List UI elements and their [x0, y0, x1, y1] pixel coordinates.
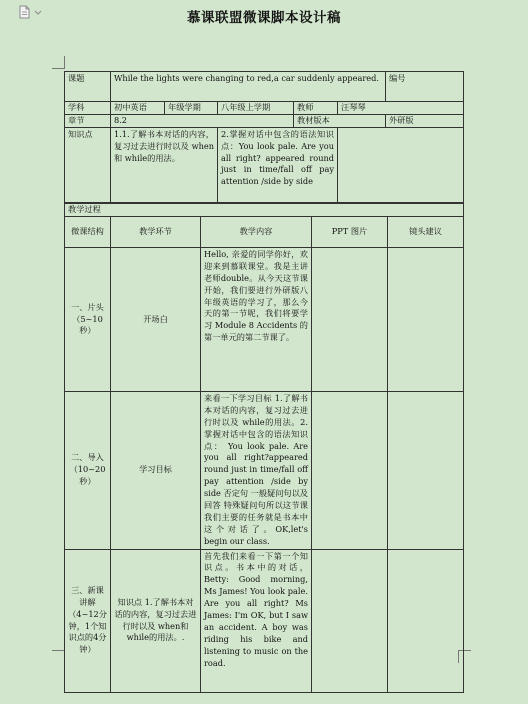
row-step: 开场白 [111, 248, 201, 392]
table-row [65, 549, 464, 692]
row-structure: 二、导入（10~20秒） [65, 392, 111, 550]
chapter-label: 章节 [65, 114, 111, 127]
subject-label: 学科 [65, 102, 111, 115]
teacher-value: 汪琴琴 [338, 102, 464, 115]
textbook-label: 教材版本 [294, 114, 386, 127]
knowledge-point-1: 1.1.了解书本对话的内容，复习过去进行时以及 when和 while的用法。 [111, 127, 218, 202]
process-section-label: 教学过程 [65, 204, 464, 217]
header-structure: 微课结构 [65, 217, 111, 248]
teacher-label: 教师 [294, 102, 338, 115]
row-structure: 一、片头（5~10秒） [65, 248, 111, 392]
header-camera: 镜头建议 [388, 217, 464, 248]
lesson-info-table [64, 71, 464, 203]
knowledge-label: 知识点 [65, 127, 111, 202]
page-title: 慕课联盟微课脚本设计稿 [187, 10, 341, 26]
row-camera [388, 549, 464, 692]
row-step: 知识点 1.了解书本对话的内容，复习过去进行时以及 when和 while的用法。. [111, 549, 201, 692]
textbook-value: 外研版 [386, 114, 464, 127]
topic-label: 课题 [65, 72, 111, 102]
row-camera [388, 248, 464, 392]
header-ppt: PPT 图片 [312, 217, 388, 248]
row-ppt [312, 248, 388, 392]
header-content: 教学内容 [201, 217, 312, 248]
number-cell [386, 72, 464, 102]
row-content: 来看一下学习目标 1.了解书本对话的内容，复习过去进行时以及 while的用法。2.掌握对话中包含的语法知识点： You look pale. Are you all right?appeared round just in time/fall off pay attention /side by side 否定句 一般疑问句以及回答 特殊疑问句所以这节课我们主要的任务就是书本中这个对话了。OK,let's begin our class. [201, 392, 312, 550]
row-step: 学习目标 [111, 392, 201, 550]
knowledge-empty-cell [338, 127, 464, 202]
grade-value: 八年级上学期 [218, 102, 294, 115]
row-content: Hello, 亲爱的同学你好，欢迎来到慕联课堂。我是主讲老师double。从今天这节课开始，我们要进行外研版八年级英语的学习了，那么今天的第一节呢，我们将要学习 Module 8 Accidents 的第一单元的第二节课了。 [201, 248, 312, 392]
table-row [65, 392, 464, 550]
topic-value: While the lights were changing to red,a car suddenly appeared. [111, 72, 386, 102]
row-structure: 三、新课讲解（4~12分钟，1个知识点的4分钟） [65, 549, 111, 692]
row-camera [388, 392, 464, 550]
grade-label: 年级学期 [165, 102, 218, 115]
teaching-process-table [64, 203, 464, 693]
crop-mark-top-left [52, 56, 65, 69]
table-row [65, 248, 464, 392]
knowledge-point-2: 2.掌握对话中包含的语法知识点：You look pale. Are you all right? appeared round just in time/fall off pay attention /side by side [218, 127, 338, 202]
subject-value: 初中英语 [111, 102, 165, 115]
header-step: 教学环节 [111, 217, 201, 248]
row-ppt [312, 392, 388, 550]
row-content: 首先我们来看一下第一个知识点。书本中的对话，Betty: Good morning, Ms James! You look pale. Are you all right? Ms James: I'm OK, but I saw an accident. A boy was riding his bike and listening to music on the road. [201, 549, 312, 692]
row-ppt [312, 549, 388, 692]
chapter-value: 8.2 [111, 114, 294, 127]
number-label: 编号 [389, 73, 406, 83]
